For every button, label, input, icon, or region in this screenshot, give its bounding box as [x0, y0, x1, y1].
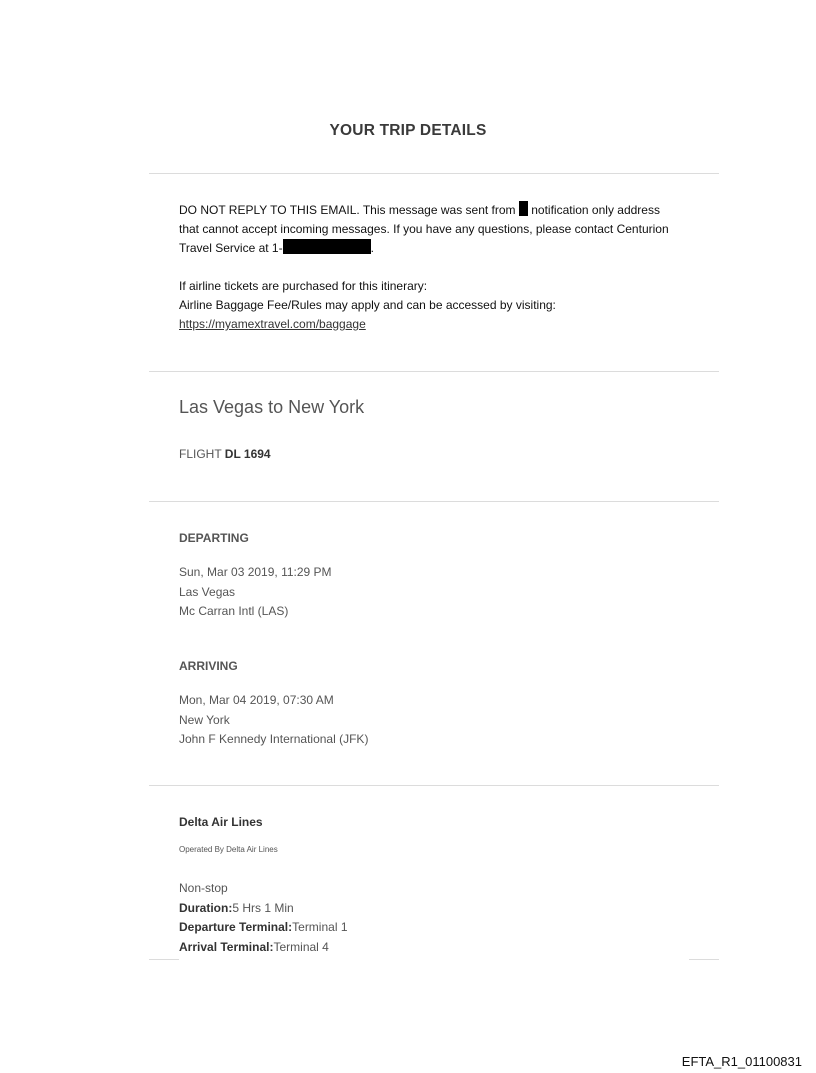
baggage-line-1: If airline tickets are purchased for this itinerary:: [179, 279, 428, 293]
document-id: EFTA_R1_01100831: [681, 1054, 802, 1069]
departure-terminal-value: Terminal 1: [292, 920, 348, 934]
baggage-link[interactable]: https://myamextravel.com/baggage: [179, 317, 366, 331]
divider-fragment: [689, 959, 719, 960]
arriving-datetime: Mon, Mar 04 2019, 07:30 AM: [179, 693, 334, 707]
departing-details: [179, 563, 332, 622]
divider-fragment: [149, 959, 179, 960]
flight-extra-details: [179, 879, 348, 957]
flight-info: [179, 447, 271, 461]
flight-label: FLIGHT: [179, 447, 225, 461]
departure-terminal-row: [179, 918, 348, 938]
operated-by: Operated By Delta Air Lines: [179, 845, 278, 854]
notice-line-1: [179, 201, 719, 220]
baggage-line-2: Airline Baggage Fee/Rules may apply and can be accessed by visiting:: [179, 298, 556, 312]
arriving-details: [179, 691, 368, 750]
arrival-terminal-label: Arrival Terminal:: [179, 939, 274, 954]
arriving-city: New York: [179, 712, 230, 727]
duration-label: Duration:: [179, 900, 233, 915]
departing-airport: Mc Carran Intl (LAS): [179, 604, 289, 618]
notice-line-2: that cannot accept incoming messages. If you have any questions, please contact Centurion: [179, 222, 669, 236]
departing-city: Las Vegas: [179, 584, 236, 599]
notice-text: Travel Service at 1-: [179, 241, 283, 255]
notice-text: notification only address: [527, 203, 660, 217]
notice-text: DO NOT REPLY TO THIS EMAIL. This message was sent from: [179, 203, 519, 217]
arriving-airport: John F Kennedy International (JFK): [179, 732, 369, 746]
notice-text: .: [370, 241, 374, 255]
carrier-name: Delta Air Lines: [179, 815, 263, 829]
arrival-terminal-value: Terminal 4: [273, 939, 329, 954]
baggage-info: [179, 277, 719, 334]
redaction-block: [519, 201, 528, 216]
arriving-heading: ARRIVING: [179, 659, 238, 673]
redaction-block: [283, 239, 371, 254]
departing-datetime: Sun, Mar 03 2019, 11:29 PM: [179, 565, 332, 579]
route-title: Las Vegas to New York: [179, 397, 365, 417]
divider: [149, 501, 719, 502]
duration-row: [179, 899, 348, 919]
divider: [149, 371, 719, 372]
notice-line-3: [179, 239, 719, 258]
arrival-terminal-row: [179, 938, 348, 958]
duration-value: 5 Hrs 1 Min: [232, 900, 294, 915]
departing-heading: DEPARTING: [179, 531, 249, 545]
divider: [149, 173, 719, 174]
divider: [149, 785, 719, 786]
departure-terminal-label: Departure Terminal:: [179, 920, 293, 934]
stops-info: Non-stop: [179, 881, 228, 895]
flight-number: DL 1694: [224, 447, 271, 461]
no-reply-notice: [179, 201, 719, 258]
page-title: YOUR TRIP DETAILS: [329, 122, 487, 139]
